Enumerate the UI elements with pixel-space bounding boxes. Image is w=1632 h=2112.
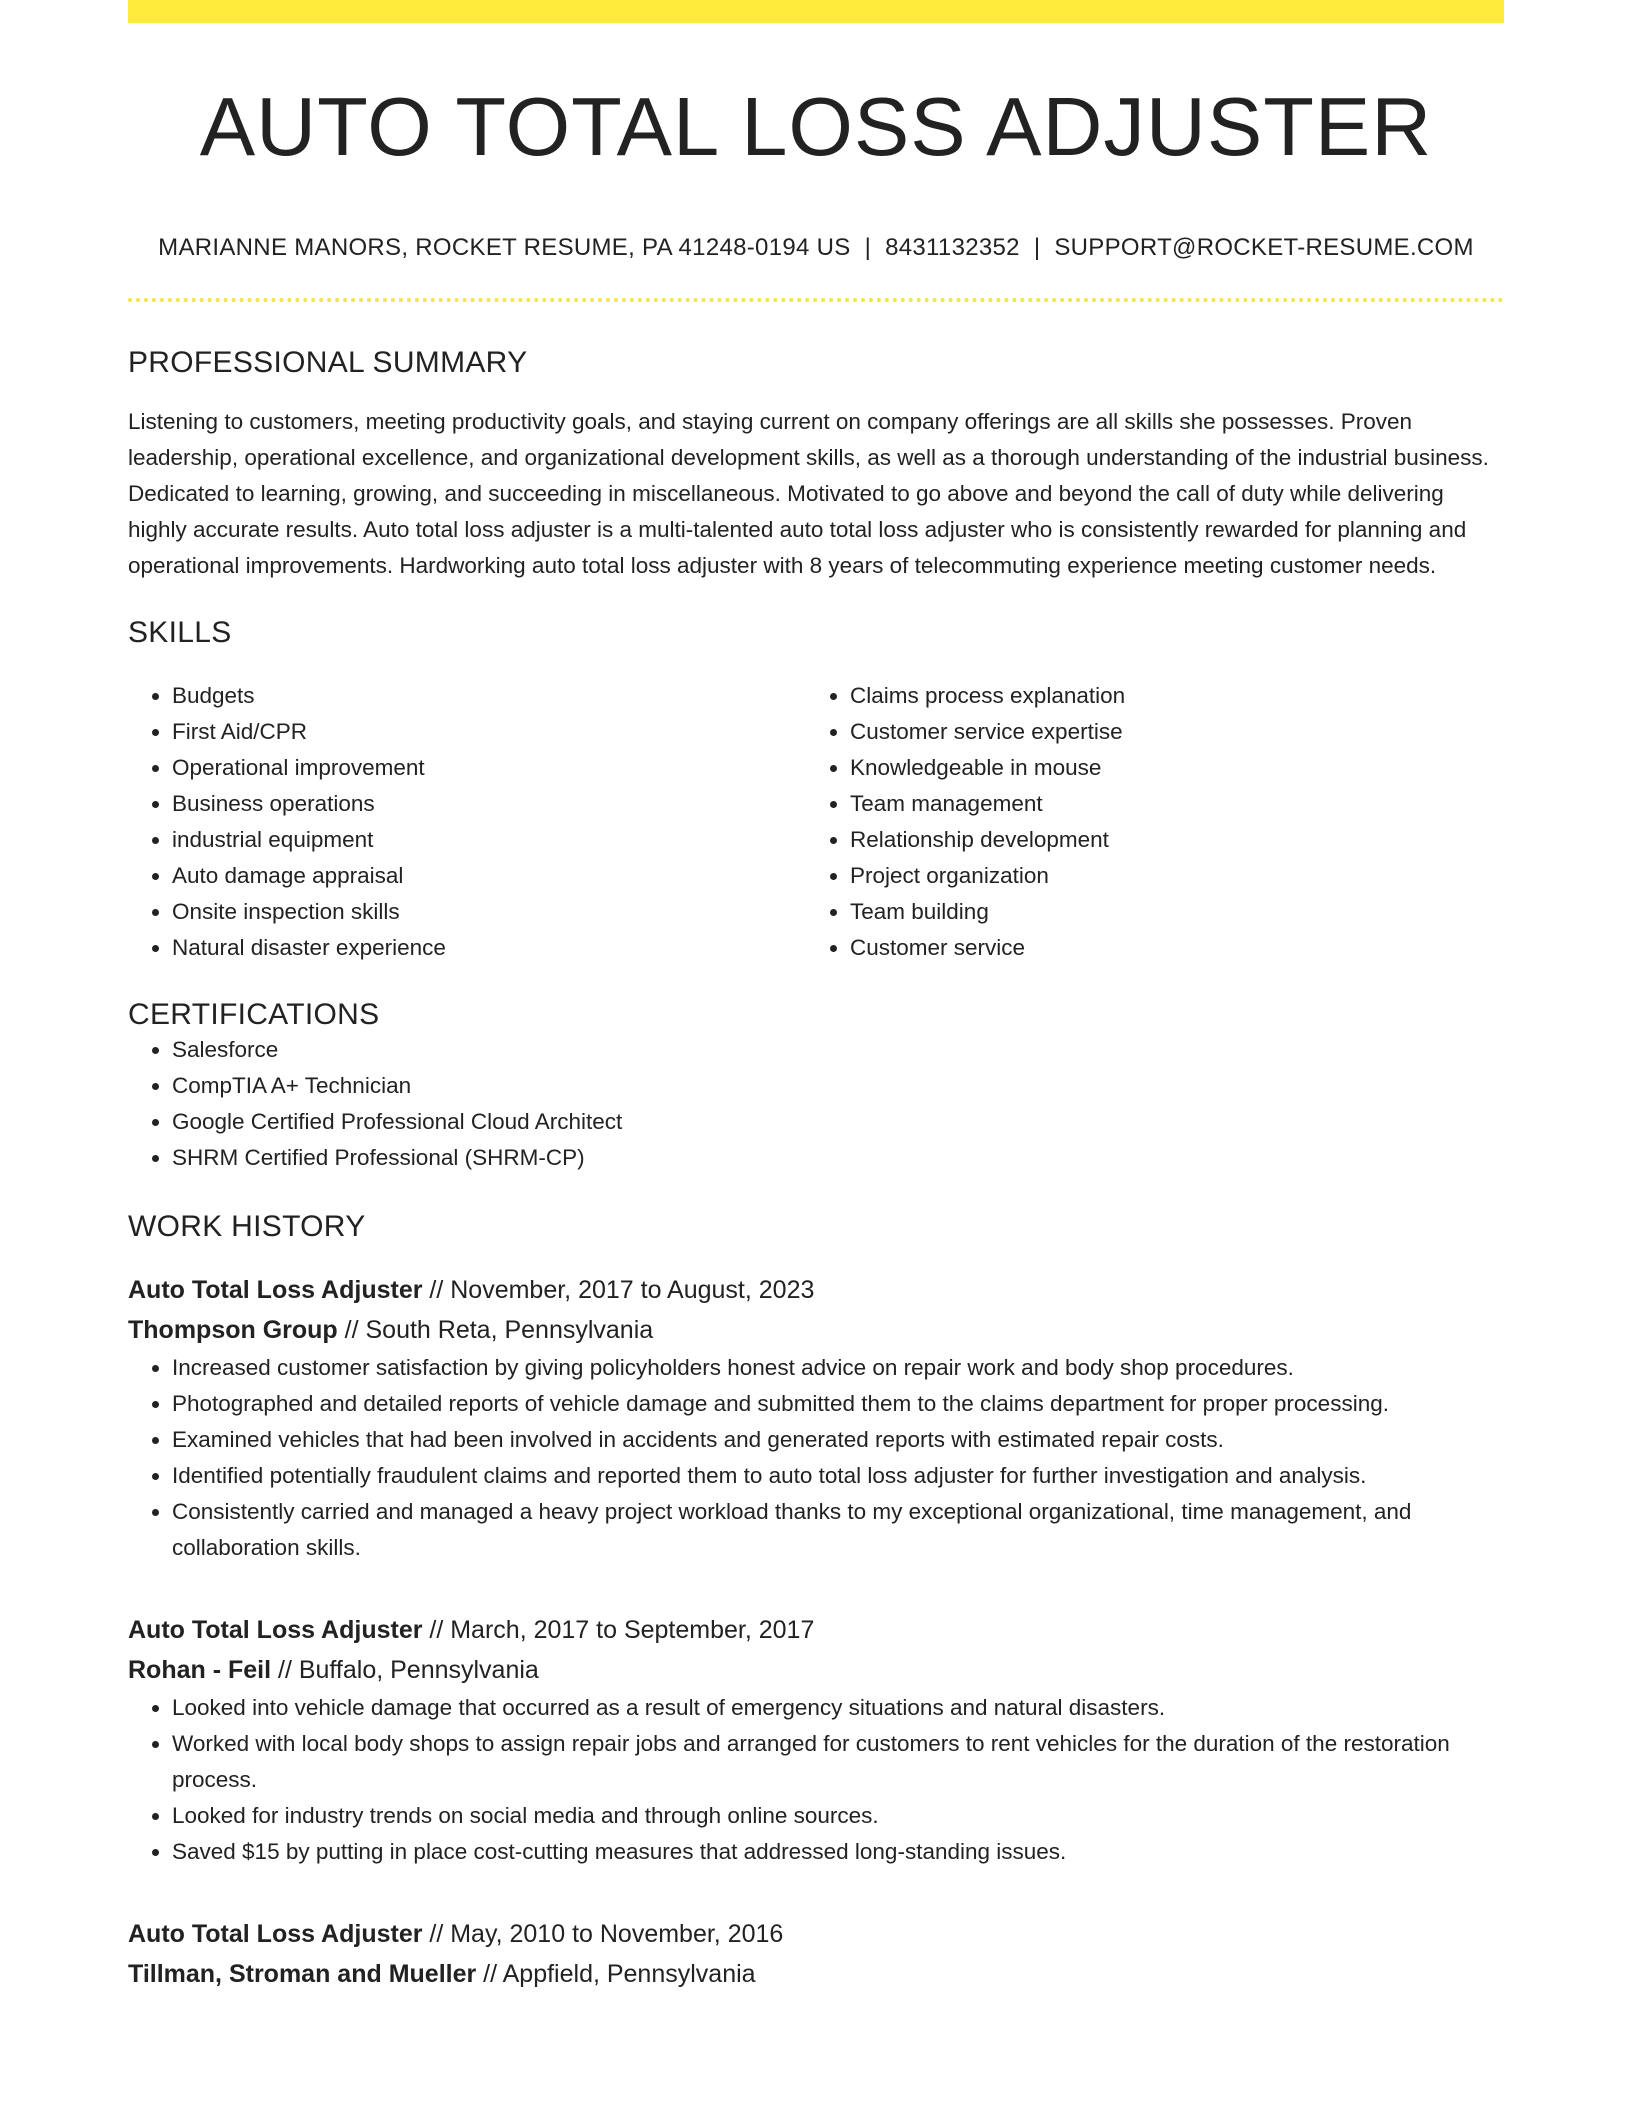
job-role: Auto Total Loss Adjuster: [128, 1276, 423, 1305]
job-role-line: [128, 1270, 1504, 1310]
work-history-heading: WORK HISTORY: [128, 1210, 366, 1244]
list-item: • Natural disaster experience: [172, 930, 806, 966]
list-item: • Identified potentially fraudulent claims and reported them to auto total loss adjuster for further investigation and analysis.: [172, 1458, 1504, 1494]
list-item: • Looked for industry trends on social media and through online sources.: [172, 1798, 1504, 1834]
certifications-list: [128, 1032, 1504, 1176]
list-item: • Looked into vehicle damage that occurred as a result of emergency situations and natural disasters.: [172, 1690, 1504, 1726]
list-item: • Relationship development: [850, 822, 1484, 858]
job-location: // South Reta, Pennsylvania: [337, 1316, 654, 1345]
list-item: • Examined vehicles that had been involved in accidents and generated reports with estimated repair costs.: [172, 1422, 1504, 1458]
list-item: • Customer service: [850, 930, 1484, 966]
job-entry: [128, 1270, 1504, 1566]
job-bullet-list: [128, 1350, 1504, 1566]
resume-title: AUTO TOTAL LOSS ADJUSTER: [199, 80, 1433, 173]
contact-line: [128, 234, 1504, 262]
job-role: Auto Total Loss Adjuster: [128, 1920, 423, 1949]
job-bullet-list: [128, 1690, 1504, 1870]
certifications-heading: CERTIFICATIONS: [128, 998, 380, 1032]
contact-address: MARIANNE MANORS, ROCKET RESUME, PA 41248-0194 US: [158, 234, 851, 262]
list-item: • Google Certified Professional Cloud Architect: [172, 1104, 1504, 1140]
list-item: • Project organization: [850, 858, 1484, 894]
job-location: // Appfield, Pennsylvania: [476, 1960, 756, 1989]
job-company: Thompson Group: [128, 1316, 338, 1345]
skills-column-right: [806, 678, 1484, 966]
list-item: • Salesforce: [172, 1032, 1504, 1068]
list-item: • Business operations: [172, 786, 806, 822]
list-item: • First Aid/CPR: [172, 714, 806, 750]
job-role: Auto Total Loss Adjuster: [128, 1616, 423, 1645]
job-company: Rohan - Feil: [128, 1656, 272, 1685]
list-item: • Photographed and detailed reports of vehicle damage and submitted them to the claims department for proper processing.: [172, 1386, 1504, 1422]
job-dates: // March, 2017 to September, 2017: [422, 1616, 815, 1645]
list-item: • Customer service expertise: [850, 714, 1484, 750]
list-item: • Operational improvement: [172, 750, 806, 786]
list-item: • Claims process explanation: [850, 678, 1484, 714]
skills-list-right: [806, 678, 1484, 966]
summary-text: Listening to customers, meeting productivity goals, and staying current on company offerings are all skills she possesses. Proven leadership, operational excellence, and organizational development skills, as well as a thorough understanding of the industrial business. Dedicated to learning, growing, and succeeding in miscellaneous. Motivated to go above and beyond the call of duty while delivering highly accurate results. Auto total loss adjuster is a multi-talented auto total loss adjuster who is consistently rewarded for planning and operational improvements. Hardworking auto total loss adjuster with 8 years of telecommuting experience meeting customer needs.: [128, 409, 1489, 579]
job-company-line: [128, 1310, 1504, 1350]
list-item: • Auto damage appraisal: [172, 858, 806, 894]
resume-page: [128, 0, 1504, 1994]
contact-separator: |: [1033, 234, 1041, 262]
job-entry: [128, 1914, 1504, 1994]
contact-separator: |: [864, 234, 872, 262]
job-dates: // November, 2017 to August, 2023: [422, 1276, 815, 1305]
summary-heading: PROFESSIONAL SUMMARY: [128, 346, 528, 380]
skills-heading: SKILLS: [128, 616, 232, 650]
top-accent-bar: [128, 0, 1504, 23]
list-item: • Worked with local body shops to assign repair jobs and arranged for customers to rent vehicles for the duration of the restoration process.: [172, 1726, 1504, 1798]
list-item: • Team management: [850, 786, 1484, 822]
skills-list-left: [128, 678, 806, 966]
list-item: • Knowledgeable in mouse: [850, 750, 1484, 786]
job-dates: // May, 2010 to November, 2016: [422, 1920, 784, 1949]
skills-column-left: [128, 678, 806, 966]
list-item: • Onsite inspection skills: [172, 894, 806, 930]
contact-email: SUPPORT@ROCKET-RESUME.COM: [1054, 234, 1474, 262]
job-company-line: [128, 1954, 1504, 1994]
job-role-line: [128, 1610, 1504, 1650]
list-item: • industrial equipment: [172, 822, 806, 858]
job-company-line: [128, 1650, 1504, 1690]
job-role-line: [128, 1914, 1504, 1954]
contact-phone: 8431132352: [885, 234, 1020, 262]
job-company: Tillman, Stroman and Mueller: [128, 1960, 477, 1989]
dotted-divider: [128, 298, 1504, 302]
list-item: • Budgets: [172, 678, 806, 714]
list-item: • SHRM Certified Professional (SHRM-CP): [172, 1140, 1504, 1176]
list-item: • CompTIA A+ Technician: [172, 1068, 1504, 1104]
list-item: • Increased customer satisfaction by giving policyholders honest advice on repair work and body shop procedures.: [172, 1350, 1504, 1386]
list-item: • Team building: [850, 894, 1484, 930]
skills-columns: [128, 678, 1504, 966]
job-entry: [128, 1610, 1504, 1870]
job-location: // Buffalo, Pennsylvania: [271, 1656, 539, 1685]
list-item: • Saved $15 by putting in place cost-cutting measures that addressed long-standing issues.: [172, 1834, 1504, 1870]
list-item: • Consistently carried and managed a heavy project workload thanks to my exceptional organizational, time management, and collaboration skills.: [172, 1494, 1504, 1566]
